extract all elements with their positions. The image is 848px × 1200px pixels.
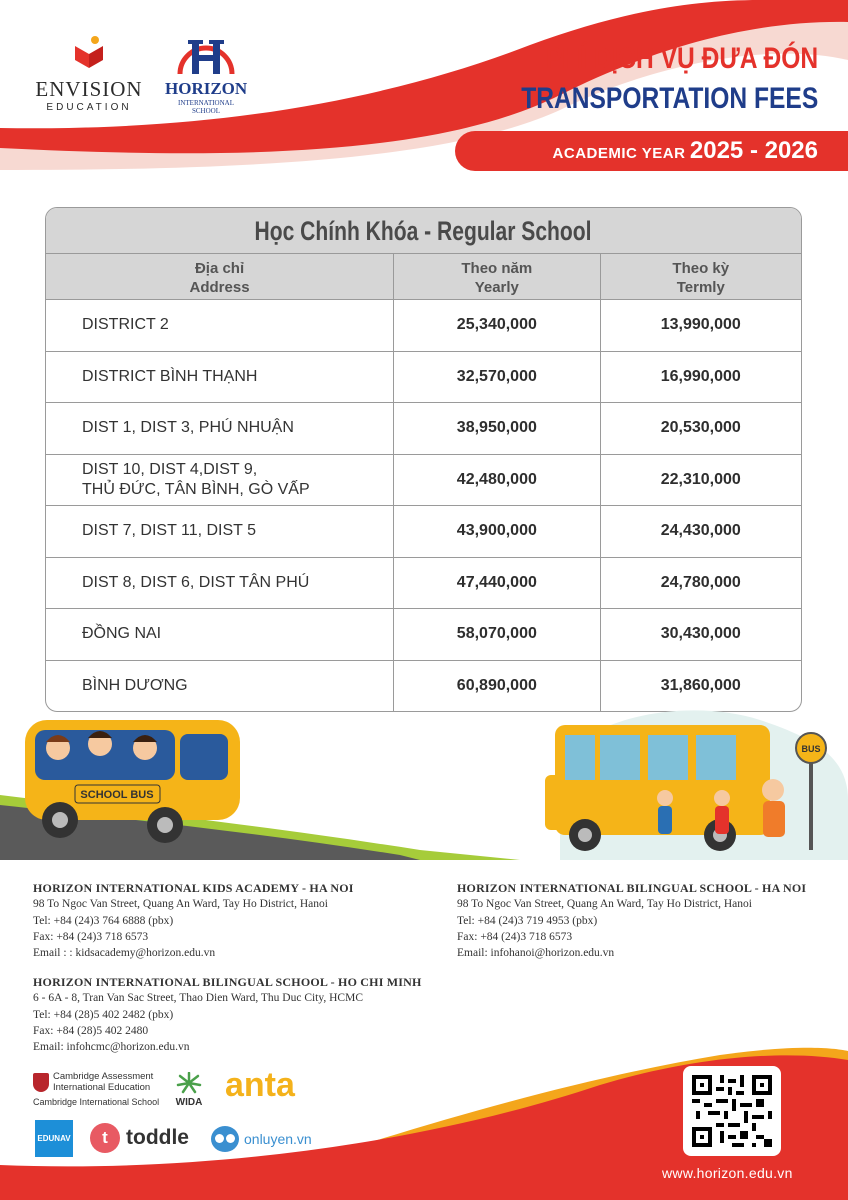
campus-tel: Tel: +84 (28)5 402 2482 (pbx): [33, 1008, 174, 1021]
campus-email: Email : : kidsacademy@horizon.edu.vn: [33, 947, 216, 960]
campus-bilingual-hcmc: [33, 974, 422, 1055]
owl-icon: [211, 1126, 239, 1152]
row-address: DISTRICT BÌNH THẠNH: [46, 352, 394, 403]
qr-code-icon: [692, 1075, 772, 1147]
row-address: DIST 7, DIST 11, DIST 5: [46, 506, 394, 557]
cambridge-line2: International Education: [53, 1082, 151, 1093]
table-row: [46, 352, 801, 404]
academic-year: [553, 137, 818, 165]
campus-address: 98 To Ngoc Van Street, Quang An Ward, Tay Ho District, Hanoi: [33, 898, 328, 911]
campus-fax: Fax: +84 (24)3 718 6573: [457, 930, 573, 943]
row-address: DIST 1, DIST 3, PHÚ NHUẬN: [46, 403, 394, 454]
right-school-bus: [545, 725, 785, 851]
table-row: [46, 506, 801, 558]
title-vietnamese: PHÍ DỊCH VỤ ĐƯA ĐÓN: [545, 42, 818, 75]
campus-email: Email: infohanoi@horizon.edu.vn: [457, 947, 615, 960]
row-address: DIST 10, DIST 4,DIST 9, THỦ ĐỨC, TÂN BÌNH, GÒ VẤP: [46, 455, 394, 506]
row-termly: 22,310,000: [660, 470, 741, 488]
school-bus-illustration: [0, 700, 848, 860]
wida-burst-icon: [176, 1072, 202, 1094]
toddle-logo: [90, 1123, 189, 1153]
header-address: Địa chỉ Address: [46, 254, 394, 299]
anta-logo: anta: [225, 1066, 295, 1104]
campus-tel: Tel: +84 (24)3 764 6888 (pbx): [33, 914, 174, 927]
row-termly: 16,990,000: [660, 367, 741, 385]
campus-bilingual-hanoi: [457, 880, 806, 961]
row-address: ĐỒNG NAI: [46, 609, 394, 660]
row-address: DIST 8, DIST 6, DIST TÂN PHÚ: [46, 558, 394, 609]
header-termly: Theo kỳ Termly: [672, 260, 730, 296]
row-termly: 13,990,000: [660, 316, 741, 334]
cambridge-line1: Cambridge Assessment: [53, 1071, 154, 1082]
row-termly: 24,780,000: [660, 573, 741, 591]
toddle-label: toddle: [126, 1126, 189, 1149]
campus-email: Email: infohcmc@horizon.edu.vn: [33, 1041, 190, 1054]
website-link[interactable]: www.horizon.edu.vn: [662, 1165, 793, 1181]
campus-name: HORIZON INTERNATIONAL BILINGUAL SCHOOL - HA NOI: [457, 881, 807, 895]
table-row: [46, 609, 801, 661]
table-header: [46, 254, 801, 300]
row-address: DISTRICT 2: [46, 300, 394, 351]
toddle-t-icon: t: [90, 1123, 120, 1153]
envision-emblem-icon: [71, 34, 107, 70]
table-row: [46, 403, 801, 455]
row-yearly: 25,340,000: [394, 300, 600, 351]
cambridge-school: Cambridge International School: [33, 1097, 160, 1107]
onluyen-logo: [211, 1126, 312, 1152]
campus-kids-academy-hanoi: [33, 880, 354, 961]
cambridge-shield-icon: [33, 1073, 49, 1092]
row-termly: 30,430,000: [660, 625, 741, 643]
row-termly: 20,530,000: [660, 419, 741, 437]
campus-tel: Tel: +84 (24)3 719 4953 (pbx): [457, 914, 598, 927]
wida-label: WIDA: [175, 1097, 203, 1108]
fee-table: [45, 207, 802, 712]
campus-fax: Fax: +84 (28)5 402 2480: [33, 1024, 149, 1037]
envision-name: ENVISION: [35, 77, 143, 101]
title-english: TRANSPORTATION FEES: [520, 82, 818, 115]
row-yearly: 58,070,000: [394, 609, 600, 660]
campus-address: 98 To Ngoc Van Street, Quang An Ward, Tay Ho District, Hanoi: [457, 898, 752, 911]
row-yearly: 60,890,000: [394, 661, 600, 713]
qr-code[interactable]: [683, 1066, 781, 1156]
row-yearly: 32,570,000: [394, 352, 600, 403]
cambridge-logo: [33, 1071, 159, 1108]
horizon-name: HORIZON: [165, 79, 248, 98]
left-bus-label: SCHOOL BUS: [80, 789, 154, 801]
header-yearly: Theo năm Yearly: [394, 254, 600, 299]
horizon-emblem-icon: [174, 28, 238, 78]
academic-year-value: 2025 - 2026: [689, 137, 818, 164]
row-address: BÌNH DƯƠNG: [46, 661, 394, 713]
row-yearly: 43,900,000: [394, 506, 600, 557]
academic-year-label: ACADEMIC YEAR: [552, 145, 686, 162]
horizon-logo: [165, 28, 247, 115]
table-row: [46, 455, 801, 507]
row-yearly: 42,480,000: [394, 455, 600, 506]
table-title: Học Chính Khóa - Regular School: [46, 208, 801, 254]
campus-name: HORIZON INTERNATIONAL KIDS ACADEMY - HA NOI: [33, 881, 354, 895]
envision-logo: [30, 34, 148, 113]
campus-name: HORIZON INTERNATIONAL BILINGUAL SCHOOL - HO CHI MINH: [33, 975, 422, 989]
table-row: [46, 300, 801, 352]
onluyen-label: onluyen.vn: [244, 1131, 312, 1147]
campus-fax: Fax: +84 (24)3 718 6573: [33, 930, 149, 943]
campus-address: 6 - 6A - 8, Tran Van Sac Street, Thao Dien Ward, Thu Duc City, HCMC: [33, 992, 364, 1005]
row-yearly: 38,950,000: [394, 403, 600, 454]
table-row: [46, 558, 801, 610]
row-termly: 31,860,000: [660, 677, 741, 695]
wida-logo: [171, 1072, 207, 1108]
row-termly: 24,430,000: [660, 522, 741, 540]
partner-logos: [33, 1068, 333, 1163]
envision-sub: EDUCATION: [46, 102, 132, 113]
row-yearly: 47,440,000: [394, 558, 600, 609]
bus-stop-label: BUS: [801, 744, 821, 754]
horizon-sub: INTERNATIONAL SCHOOL: [178, 99, 234, 115]
eduna-logo: EDUNAV: [35, 1120, 73, 1157]
